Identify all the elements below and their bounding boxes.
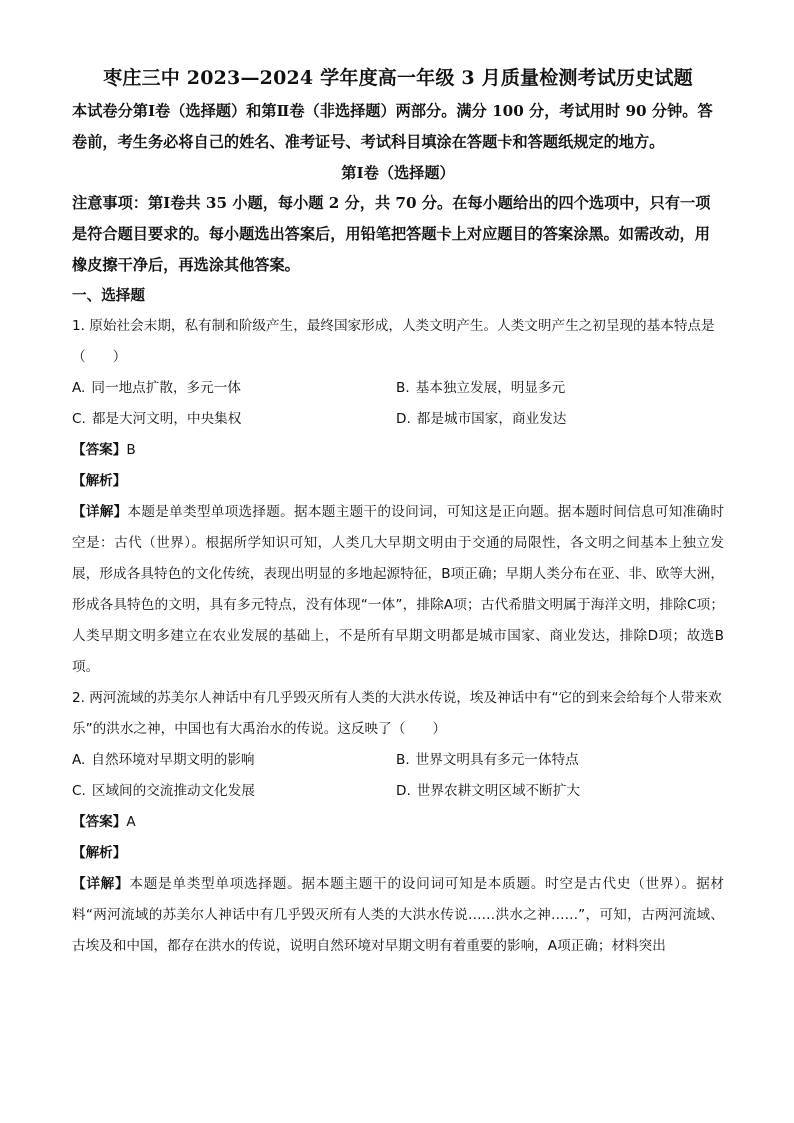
analysis-line: [72, 466, 724, 497]
question-1: [72, 311, 724, 683]
notice-paragraph: 注意事项：第Ⅰ卷共 35 小题，每小题 2 分，共 70 分。在每小题给出的四个选项中，只有一项是符合题目要求的。每小题选出答案后，用铅笔把答题卡上对应题目的答案涂黑。如需改动，用橡皮擦干净后，再选涂其他答案。: [72, 194, 711, 274]
option-letter: C.: [72, 411, 86, 427]
option-letter: B.: [396, 752, 410, 768]
section-heading: 一、选择题: [72, 287, 145, 304]
answer-line: [72, 435, 724, 466]
option-a: [72, 745, 396, 776]
option-text: 同一地点扩散，多元一体: [91, 380, 241, 396]
answer-value: B: [126, 442, 136, 458]
analysis-tag: 【解析】: [72, 845, 127, 861]
option-b: [396, 373, 724, 404]
option-a: [72, 373, 396, 404]
option-letter: C.: [72, 783, 86, 799]
option-letter: D.: [396, 411, 411, 427]
question-stem: 2. 两河流域的苏美尔人神话中有几乎毁灭所有人类的大洪水传说，埃及神话中有“它的到来会给每个人带来欢乐”的洪水之神，中国也有大禹治水的传说。这反映了（ ）: [72, 690, 722, 737]
option-grid: [72, 745, 724, 807]
option-c: [72, 776, 396, 807]
option-text: 基本独立发展，明显多元: [415, 380, 566, 396]
detail-tag: 【详解】: [72, 504, 128, 520]
option-letter: A.: [72, 380, 86, 396]
analysis-line: [72, 838, 724, 869]
analysis-tag: 【解析】: [72, 473, 127, 489]
answer-tag: 【答案】: [72, 814, 127, 830]
exam-intro: 本试卷分第Ⅰ卷（选择题）和第Ⅱ卷（非选择题）两部分。满分 100 分，考试用时 90 分钟。答卷前，考生务必将自己的姓名、准考证号、考试科目填涂在答题卡和答题纸规定的地方。: [72, 102, 713, 151]
answer-line: [72, 807, 724, 838]
answer-tag: 【答案】: [72, 442, 127, 458]
part1-title: 第Ⅰ卷（选择题）: [341, 164, 455, 182]
option-letter: A.: [72, 752, 86, 768]
option-text: 区域间的交流推动文化发展: [91, 783, 255, 799]
option-text: 都是大河文明，中央集权: [91, 411, 242, 427]
detail-paragraph: [72, 497, 724, 683]
question-stem: 1. 原始社会末期，私有制和阶级产生，最终国家形成，人类文明产生。人类文明产生之初呈现的基本特点是（ ）: [72, 318, 715, 365]
option-letter: B.: [396, 380, 410, 396]
option-b: [396, 745, 724, 776]
option-d: [396, 776, 724, 807]
exam-page: [72, 64, 724, 962]
exam-title: 枣庄三中 2023—2024 学年度高一年级 3 月质量检测考试历史试题: [103, 67, 693, 89]
option-d: [396, 404, 724, 435]
option-c: [72, 404, 396, 435]
option-text: 自然环境对早期文明的影响: [91, 752, 255, 768]
option-grid: [72, 373, 724, 435]
detail-text: 本题是单类型单项选择题。据本题主题干的设问词可知是本质题。时空是古代史（世界）。据材料“两河流域的苏美尔人神话中有几乎毁灭所有人类的大洪水传说……洪水之神……”，可知，古两河流域、古埃及和中国，都存在洪水的传说，说明自然环境对早期文明有着重要的影响，A项正确；材料突出: [72, 876, 725, 954]
question-2: [72, 683, 724, 962]
option-text: 世界文明具有多元一体特点: [415, 752, 579, 768]
option-letter: D.: [396, 783, 411, 799]
answer-value: A: [126, 814, 136, 830]
option-text: 都是城市国家，商业发达: [416, 411, 567, 427]
option-text: 世界农耕文明区域不断扩大: [416, 783, 580, 799]
detail-tag: 【详解】: [72, 876, 130, 892]
detail-text: 本题是单类型单项选择题。据本题主题干的设问词，可知这是正向题。据本题时间信息可知准确时空是：古代（世界）。根据所学知识可知，人类几大早期文明由于交通的局限性，各文明之间基本上独立发展，形成各具特色的文化传统，表现出明显的多地起源特征，B项正确；早期人类分布在亚、非、欧等大洲，形成各具特色的文明，具有多元特点，没有体现“一体”，排除A项；古代希腊文明属于海洋文明，排除C项；人类早期文明多建立在农业发展的基础上，不是所有早期文明都是城市国家、商业发达，排除D项；故选B项。: [72, 504, 724, 675]
detail-paragraph: [72, 869, 724, 962]
